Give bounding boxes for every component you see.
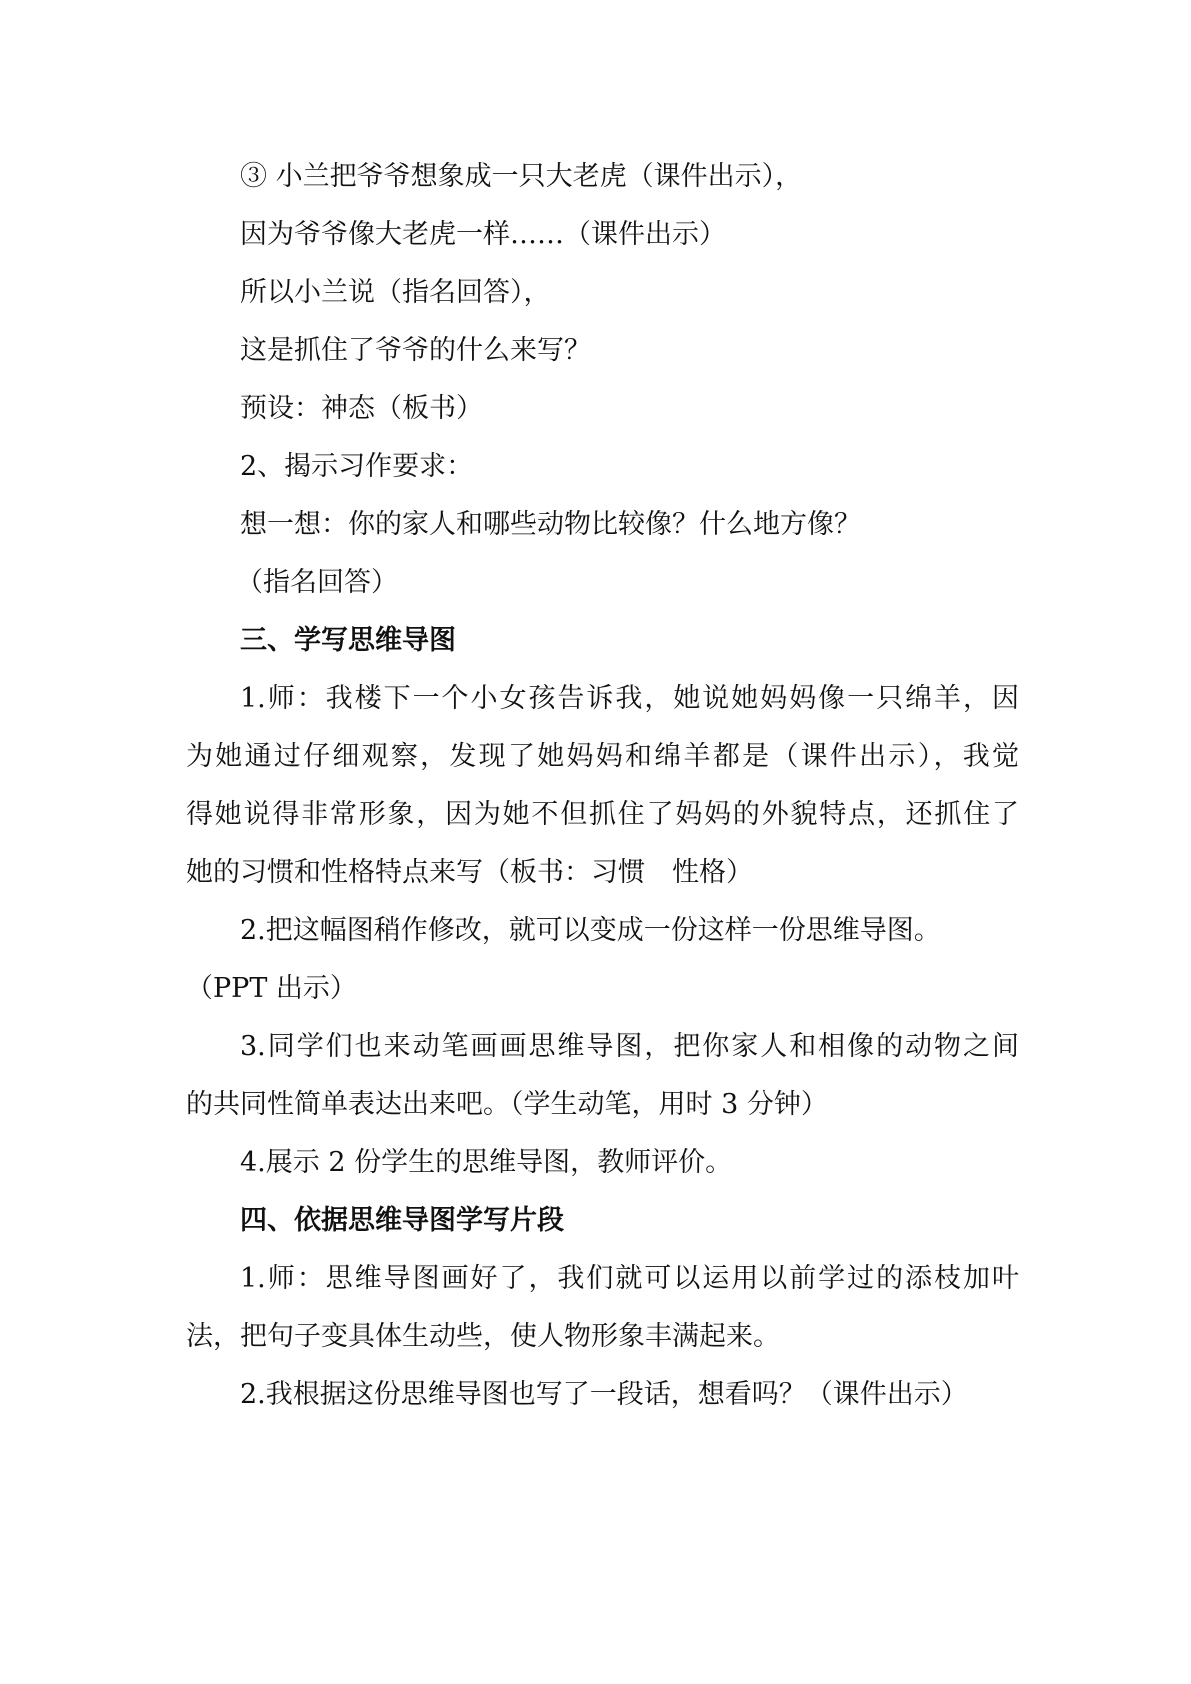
paragraph-3-2-line-2: （PPT 出示） — [186, 973, 357, 1004]
body-line-5: 预设：神态（板书） — [240, 393, 483, 424]
body-line-8: （指名回答） — [236, 567, 398, 598]
paragraph-3-3 — [0, 1030, 1191, 1064]
body-line-3: 所以小兰说（指名回答）， — [240, 277, 551, 308]
paragraph-4-2: 2.我根据这份思维导图也写了一段话，想看吗？（课件出示） — [240, 1379, 968, 1410]
paragraph-line: 她的习惯和性格特点来写（板书：习惯 性格） — [186, 857, 753, 888]
section-heading-4: 四、依据思维导图学写片段 — [240, 1205, 564, 1236]
section-heading-3: 三、学写思维导图 — [240, 625, 456, 656]
paragraph-line: 法，把句子变具体生动些，使人物形象丰满起来。 — [186, 1321, 780, 1352]
paragraph-line: 1.师：思维导图画好了，我们就可以运用以前学过的添枝加叶 — [240, 1263, 1019, 1294]
body-line-6: 2、揭示习作要求： — [240, 451, 474, 482]
paragraph-3-4: 4.展示 2 份学生的思维导图，教师评价。 — [240, 1147, 733, 1178]
paragraph-line: 的共同性简单表达出来吧。（学生动笔，用时 3 分钟） — [186, 1089, 828, 1120]
paragraph-3-2-line-1: 2.把这幅图稍作修改，就可以变成一份这样一份思维导图。 — [240, 915, 941, 946]
body-line-7: 想一想：你的家人和哪些动物比较像？什么地方像？ — [240, 509, 861, 540]
paragraph-line: 得她说得非常形象，因为她不但抓住了妈妈的外貌特点，还抓住了 — [186, 799, 1019, 830]
paragraph-3-1 — [0, 682, 1191, 856]
paragraph-line: 1.师：我楼下一个小女孩告诉我，她说她妈妈像一只绵羊，因 — [240, 683, 1019, 714]
paragraph-line: 为她通过仔细观察，发现了她妈妈和绵羊都是（课件出示），我觉 — [186, 741, 1019, 772]
body-line-1: ③ 小兰把爷爷想象成一只大老虎（课件出示）， — [240, 161, 803, 192]
paragraph-4-1 — [0, 1262, 1191, 1296]
paragraph-line: 3.同学们也来动笔画画思维导图，把你家人和相像的动物之间 — [240, 1031, 1019, 1062]
body-line-4: 这是抓住了爷爷的什么来写？ — [240, 335, 591, 366]
body-line-2: 因为爷爷像大老虎一样……（课件出示） — [240, 219, 726, 250]
